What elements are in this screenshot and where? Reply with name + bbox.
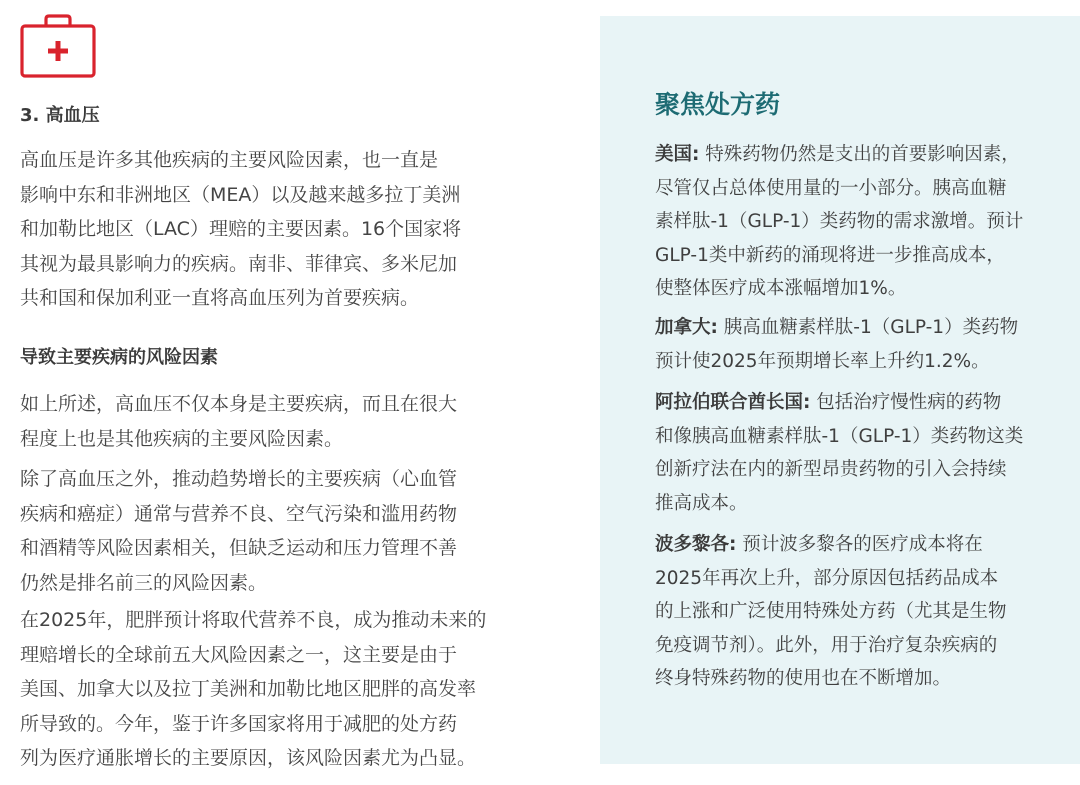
text-line: 理赔增长的全球前五大风险因素之一，这主要是由于 xyxy=(20,643,458,666)
subsection-title: 导致主要疾病的风险因素 xyxy=(20,347,218,368)
text-line: 推高成本。 xyxy=(655,492,748,514)
text-line xyxy=(655,386,1023,420)
text-line: 疾病和癌症）通常与营养不良、空气污染和滥用药物 xyxy=(20,502,458,525)
text-line: 如上所述，高血压不仅本身是主要疾病，而且在很大 xyxy=(20,393,458,415)
text-line: 影响中东和非洲地区（MEA）以及越来越多拉丁美洲 xyxy=(20,183,461,206)
text-line: 素样肽-1（GLP-1）类药物的需求激增。预计 xyxy=(655,211,1024,232)
text-line: 所导致的。今年，鉴于许多国家将用于减肥的处方药 xyxy=(20,712,458,735)
text-line: 创新疗法在内的新型昂贵药物的引入会持续 xyxy=(655,459,1007,480)
text-line: 美国、加拿大以及拉丁美洲和加勒比地区肥胖的高发率 xyxy=(20,678,477,700)
country-label-uae: 阿拉伯联合酋长国: xyxy=(655,392,811,413)
paragraph-obesity xyxy=(20,603,486,776)
paragraph-risk-factors xyxy=(20,462,457,600)
section-title: 3. 高血压 xyxy=(20,105,100,126)
panel-title: 聚焦处方药 xyxy=(655,90,781,119)
text-line xyxy=(655,311,1018,345)
text-line: 预计使2025年预期增长率上升约1.2%。 xyxy=(655,350,990,372)
text-line: 和酒精等风险因素相关，但缺乏运动和压力管理不善 xyxy=(20,537,458,559)
country-label-puerto-rico: 波多黎各: xyxy=(655,534,737,555)
text-line: 免疫调节剂）。此外，用于治疗复杂疾病的 xyxy=(655,634,998,656)
text-line: 和加勒比地区（LAC）理赔的主要因素。16个国家将 xyxy=(20,218,462,240)
paragraph-hypertension xyxy=(20,143,461,316)
text-line: 的上涨和广泛使用特殊处方药（尤其是生物 xyxy=(655,601,1007,622)
text-line: 共和国和保加利亚一直将高血压列为首要疾病。 xyxy=(20,287,420,309)
text-line: 程度上也是其他疾病的主要风险因素。 xyxy=(20,427,344,450)
country-label-canada: 加拿大: xyxy=(655,317,718,338)
country-label-us: 美国: xyxy=(655,144,700,165)
paragraph-risk-intro xyxy=(20,387,457,456)
prescription-drugs-panel xyxy=(600,16,1080,764)
text-segment: 预计波多黎各的医疗成本将在 xyxy=(736,534,983,555)
text-line xyxy=(655,138,1023,172)
panel-item-uae xyxy=(655,386,1023,520)
text-line: GLP-1类中新药的涌现将进一步推高成本， xyxy=(655,244,1005,266)
text-line: 尽管仅占总体使用量的一小部分。胰高血糖 xyxy=(655,177,1007,199)
text-segment: 包括治疗慢性病的药物 xyxy=(810,392,1002,413)
text-line: 除了高血压之外，推动趋势增长的主要疾病（心血管 xyxy=(20,468,458,490)
text-line: 终身特殊药物的使用也在不断增加。 xyxy=(655,668,952,689)
panel-item-canada xyxy=(655,311,1018,378)
text-line: 使整体医疗成本涨幅增加1%。 xyxy=(655,278,907,299)
text-line: 和像胰高血糖素样肽-1（GLP-1）类药物这类 xyxy=(655,425,1024,447)
text-segment: 胰高血糖素样肽-1（GLP-1）类药物 xyxy=(717,317,1019,338)
text-line: 在2025年，肥胖预计将取代营养不良，成为推动未来的 xyxy=(20,609,487,631)
panel-item-us xyxy=(655,138,1023,306)
text-line: 2025年再次上升，部分原因包括药品成本 xyxy=(655,567,999,589)
text-line: 列为医疗通胀增长的主要原因，该风险因素尤为凸显。 xyxy=(20,747,477,769)
text-line xyxy=(655,528,1007,562)
text-segment: 特殊药物仍然是支出的首要影响因素， xyxy=(699,144,1020,165)
panel-item-puerto-rico xyxy=(655,528,1007,696)
text-line: 其视为最具影响力的疾病。南非、菲律宾、多米尼加 xyxy=(20,252,458,275)
text-line: 高血压是许多其他疾病的主要风险因素，也一直是 xyxy=(20,149,439,171)
text-line: 仍然是排名前三的风险因素。 xyxy=(20,571,268,594)
first-aid-kit-icon xyxy=(20,14,96,78)
